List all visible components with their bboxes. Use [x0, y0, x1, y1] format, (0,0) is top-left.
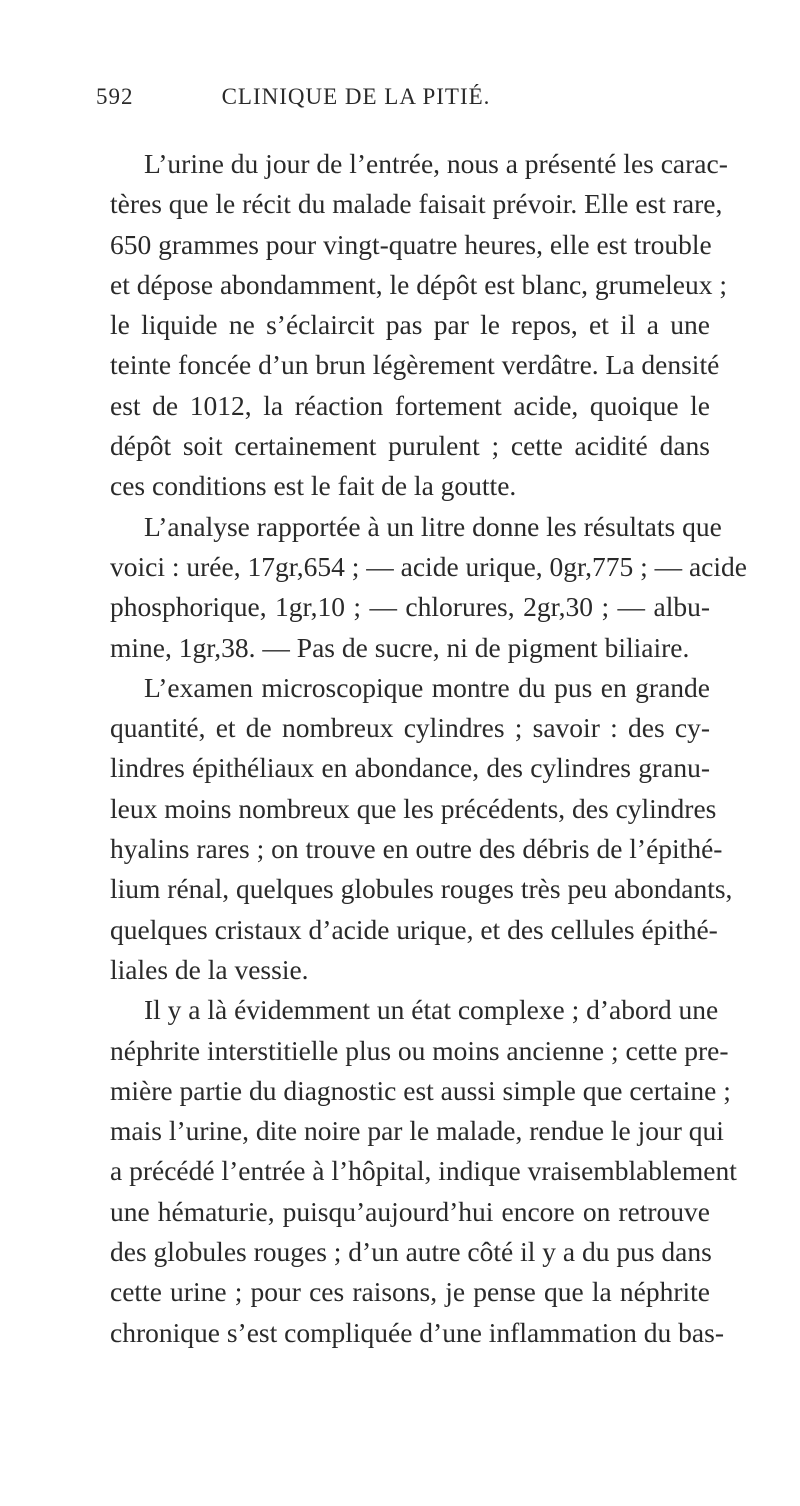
- text-line: Il y a là évidemment un état complexe ; d’abord une: [144, 994, 719, 1026]
- text-line: et dépose abondamment, le dépôt est blanc, grumeleux ;: [110, 268, 728, 300]
- text-line: est de 1012, la réaction fortement acide, quoique le: [110, 389, 710, 421]
- page-number: 592: [96, 84, 134, 109]
- text-line: L’urine du jour de l’entrée, nous a présenté les carac-: [144, 148, 728, 179]
- text-line: néphrite interstitielle plus ou moins ancienne ; cette pre-: [110, 1034, 729, 1066]
- text-line: tères que le récit du malade faisait prévoir. Elle est rare,: [110, 188, 723, 220]
- text-line: phosphorique, 1gr,10 ; — chlorures, 2gr,30 ; — albu-: [110, 591, 710, 623]
- text-line: une hématurie, puisqu’aujourd’hui encore on retrouve: [110, 1195, 710, 1227]
- text-line: teinte foncée d’un brun légèrement verdâtre. La densité: [110, 349, 720, 381]
- text-line: le liquide ne s’éclaircit pas par le repos, et il a une: [110, 309, 710, 341]
- text-line: mais l’urine, dite noire par le malade, rendue le jour qui: [110, 1115, 724, 1147]
- text-line: des globules rouges ; d’un autre côté il y a du pus dans: [110, 1236, 712, 1268]
- text-line: liales de la vessie.: [110, 953, 309, 985]
- text-line: dépôt soit certainement purulent ; cette acidité dans: [110, 430, 710, 462]
- text-line: voici : urée, 17gr,654 ; — acide urique, 0gr,775 ; — acide: [110, 550, 747, 582]
- text-line: cette urine ; pour ces raisons, je pense que la néphrite: [110, 1276, 710, 1308]
- text-line: a précédé l’entrée à l’hôpital, indique vraisemblablement: [110, 1155, 737, 1187]
- body-text: [110, 144, 747, 1353]
- text-line: leux moins nombreux que les précédents, des cylindres: [110, 792, 717, 824]
- text-line: lium rénal, quelques globules rouges très peu abondants,: [110, 873, 733, 905]
- running-title: CLINIQUE DE LA PITIÉ.: [221, 84, 491, 109]
- text-line: L’examen microscopique montre du pus en grande: [144, 671, 710, 703]
- text-line: 650 grammes pour vingt-quatre heures, elle est trouble: [110, 228, 712, 260]
- text-line: chronique s’est compliquée d’une inflammation du bas-: [110, 1316, 724, 1348]
- text-line: quelques cristaux d’acide urique, et des cellules épithé-: [110, 913, 718, 945]
- page-header: [96, 84, 796, 120]
- text-line: ces conditions est le fait de la goutte.: [110, 470, 517, 502]
- text-line: lindres épithéliaux en abondance, des cylindres granu-: [110, 752, 710, 784]
- text-line: quantité, et de nombreux cylindres ; savoir : des cy-: [110, 712, 710, 744]
- text-line: mine, 1gr,38. — Pas de sucre, ni de pigment biliaire.: [110, 631, 690, 663]
- text-line: mière partie du diagnostic est aussi simple que certaine ;: [110, 1074, 731, 1106]
- text-line: hyalins rares ; on trouve en outre des débris de l’épithé-: [110, 833, 723, 865]
- text-line: L’analyse rapportée à un litre donne les résultats que: [144, 510, 722, 542]
